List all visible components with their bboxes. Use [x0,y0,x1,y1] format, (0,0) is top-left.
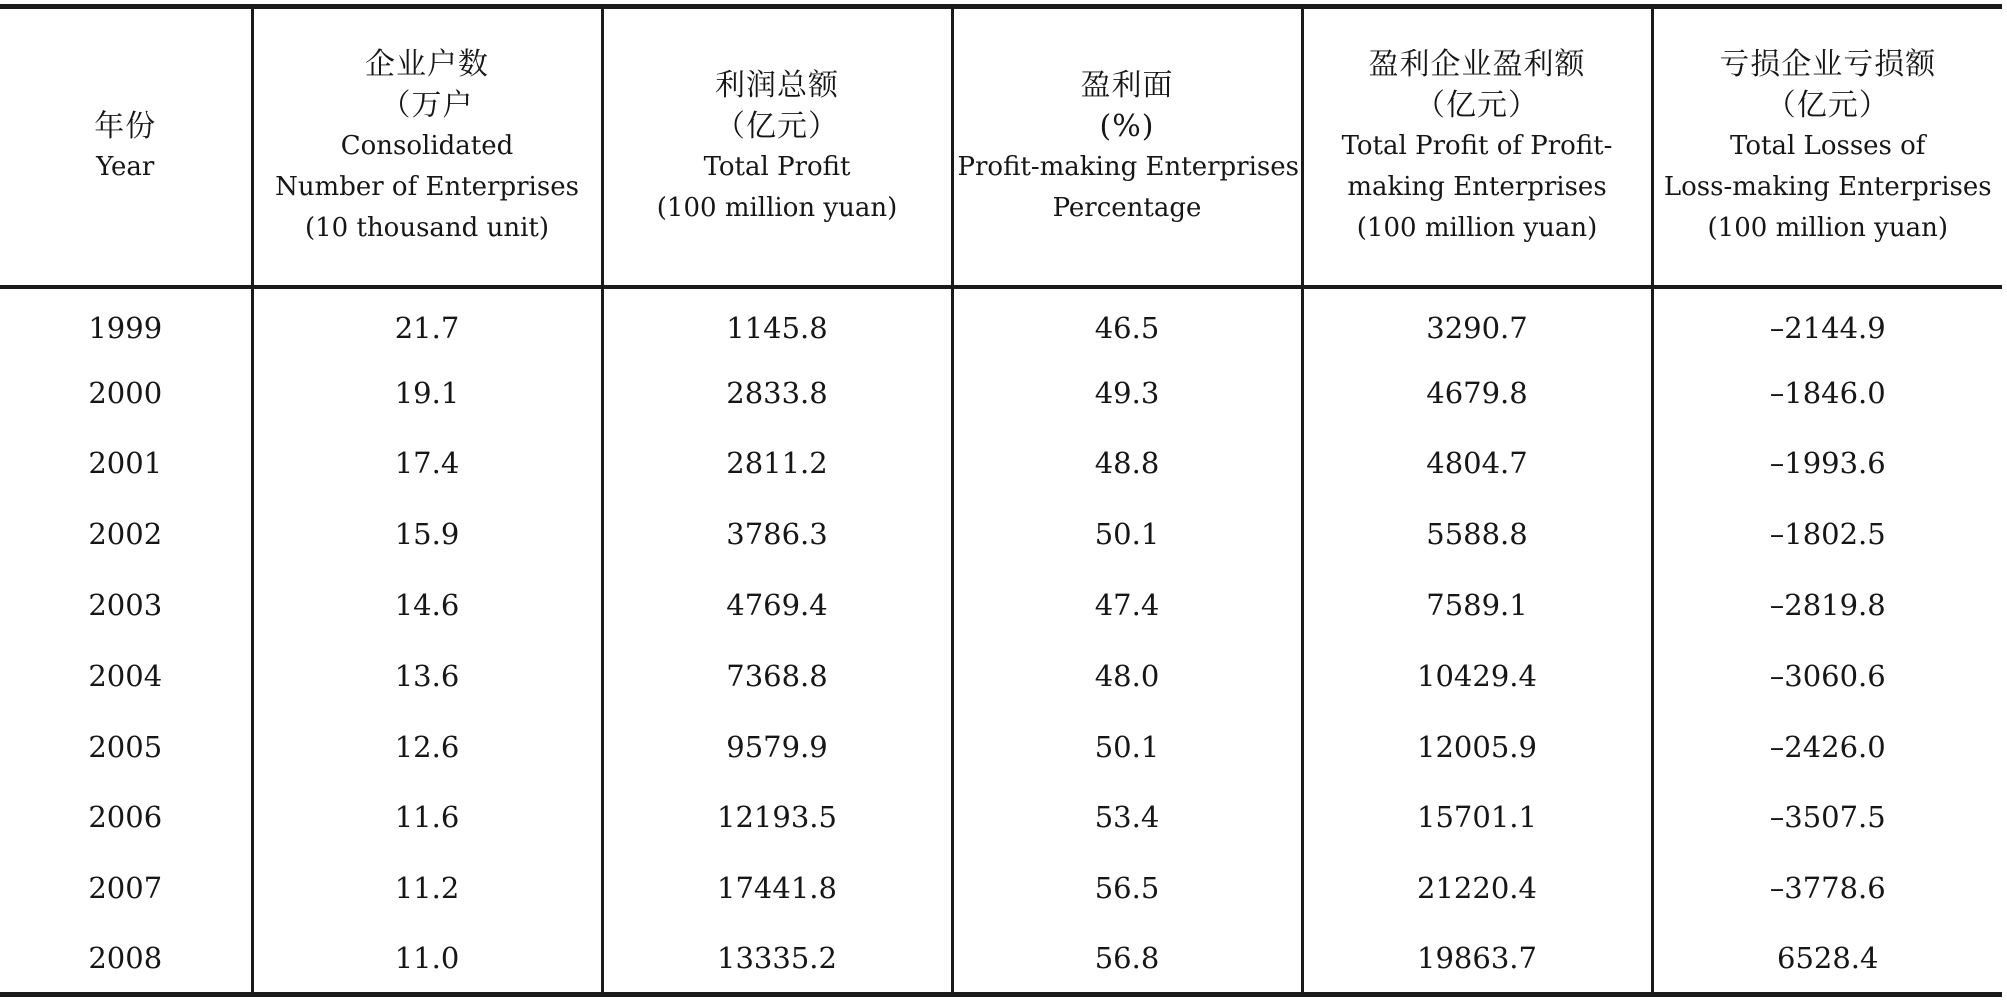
cell-losses: –3507.5 [1652,782,2002,853]
table-header [0,7,2002,287]
cell-total-profit: 7368.8 [602,640,952,711]
cell-total-profit: 4769.4 [602,570,952,641]
cell-total-profit: 12193.5 [602,782,952,853]
header-losses-zh-2: （亿元） [1765,88,1890,124]
header-year-zh: 年份 [94,108,157,144]
cell-profit-making: 4679.8 [1302,357,1652,428]
cell-enterprises: 14.6 [252,570,602,641]
cell-profit-percentage: 50.1 [952,499,1302,570]
cell-profit-percentage: 56.5 [952,853,1302,924]
header-year-en: Year [96,151,155,182]
header-profit-making-en-1: Total Profit of Profit- [1341,131,1613,162]
header-enterprises-en-2: Number of Enterprises [275,172,579,203]
cell-losses: –2426.0 [1652,711,2002,782]
header-profit-making [1302,7,1652,287]
cell-year: 1999 [88,310,163,345]
table-row [0,499,2002,570]
cell-profit-making: 3290.7 [1302,287,1652,358]
header-profit-making-zh-2: （亿元） [1415,88,1539,124]
cell-losses: –1993.6 [1652,428,2002,499]
cell-profit-making: 12005.9 [1302,711,1652,782]
cell-profit-making: 4804.7 [1302,428,1652,499]
header-enterprises-zh-1: 企业户数 [365,47,489,83]
cell-total-profit: 9579.9 [602,711,952,782]
cell-enterprises: 12.6 [252,711,602,782]
header-losses-zh-1: 亏损企业亏损额 [1719,47,1937,83]
header-enterprises [252,7,602,287]
cell-year: 2003 [88,588,163,623]
cell-profit-percentage: 46.5 [952,287,1302,358]
header-total-profit-en-2: (100 million yuan) [656,192,898,223]
header-total-profit [602,7,952,287]
header-profit-percentage-zh-1: 盈利面 [1080,67,1174,103]
header-enterprises-zh-2: （万户 [380,88,474,124]
header-total-profit-zh-1: 利润总额 [715,67,839,103]
cell-year: 2007 [88,871,163,906]
header-profit-making-zh-1: 盈利企业盈利额 [1368,47,1586,83]
cell-total-profit: 2811.2 [602,428,952,499]
table-row [0,428,2002,499]
cell-losses: –1802.5 [1652,499,2002,570]
cell-year: 2006 [88,800,163,835]
profit-statistics-table [0,4,2002,997]
cell-profit-making: 7589.1 [1302,570,1652,641]
cell-year: 2008 [0,924,252,995]
table-row [0,711,2002,782]
header-profit-percentage-en-1: Profit-making Enterprises [957,151,1299,182]
cell-losses: –3778.6 [1652,853,2002,924]
header-losses-en-3: (100 million yuan) [1707,213,1948,244]
cell-enterprises: 21.7 [252,287,602,358]
cell-enterprises: 11.2 [252,853,602,924]
cell-profit-percentage: 53.4 [952,782,1302,853]
cell-enterprises: 13.6 [252,640,602,711]
cell-losses: –2144.9 [1652,287,2002,358]
header-enterprises-en-1: Consolidated [340,131,514,162]
cell-year: 2002 [88,517,163,552]
table-row [0,782,2002,853]
header-losses [1652,7,2002,287]
header-profit-percentage [952,7,1302,287]
header-losses-en-1: Total Losses of [1730,131,1926,162]
cell-profit-making: 19863.7 [1302,924,1652,995]
cell-profit-making: 15701.1 [1302,782,1652,853]
cell-profit-percentage: 48.8 [952,428,1302,499]
cell-total-profit: 3786.3 [602,499,952,570]
header-profit-percentage-en-2: Percentage [1052,192,1202,223]
header-profit-making-en-3: (100 million yuan) [1356,213,1598,244]
cell-enterprises: 11.0 [252,924,602,995]
table-row [0,924,2002,995]
table-row [0,853,2002,924]
cell-profit-percentage: 50.1 [952,711,1302,782]
header-year [0,7,252,287]
cell-year: 2005 [88,729,163,764]
table-row [0,287,2002,358]
table-row [0,357,2002,428]
cell-losses: –3060.6 [1652,640,2002,711]
cell-losses: –1846.0 [1652,357,2002,428]
header-losses-en-2: Loss-making Enterprises [1663,172,1992,203]
header-enterprises-en-3: (10 thousand unit) [305,213,549,244]
cell-total-profit: 2833.8 [602,357,952,428]
table-row [0,570,2002,641]
cell-year: 2004 [88,658,163,693]
cell-enterprises: 11.6 [252,782,602,853]
cell-profit-percentage: 56.8 [952,924,1302,995]
header-profit-percentage-zh-2: (%) [1099,108,1155,144]
header-profit-making-en-2: making Enterprises [1347,172,1607,203]
cell-profit-making: 5588.8 [1302,499,1652,570]
cell-total-profit: 1145.8 [602,287,952,358]
header-row [0,7,2002,287]
table-row [0,640,2002,711]
cell-profit-percentage: 48.0 [952,640,1302,711]
cell-total-profit: 13335.2 [602,924,952,995]
cell-profit-percentage: 49.3 [952,357,1302,428]
cell-losses: –2819.8 [1652,570,2002,641]
header-total-profit-en-1: Total Profit [703,151,851,182]
cell-losses: 6528.4 [1652,924,2002,995]
cell-total-profit: 17441.8 [602,853,952,924]
cell-profit-making: 21220.4 [1302,853,1652,924]
cell-enterprises: 17.4 [252,428,602,499]
header-total-profit-zh-2: （亿元） [715,108,839,144]
cell-enterprises: 19.1 [252,357,602,428]
table-body [0,287,2002,995]
cell-year: 2000 [88,375,163,410]
cell-year: 2001 [88,446,163,481]
cell-profit-making: 10429.4 [1302,640,1652,711]
cell-enterprises: 15.9 [252,499,602,570]
cell-profit-percentage: 47.4 [952,570,1302,641]
